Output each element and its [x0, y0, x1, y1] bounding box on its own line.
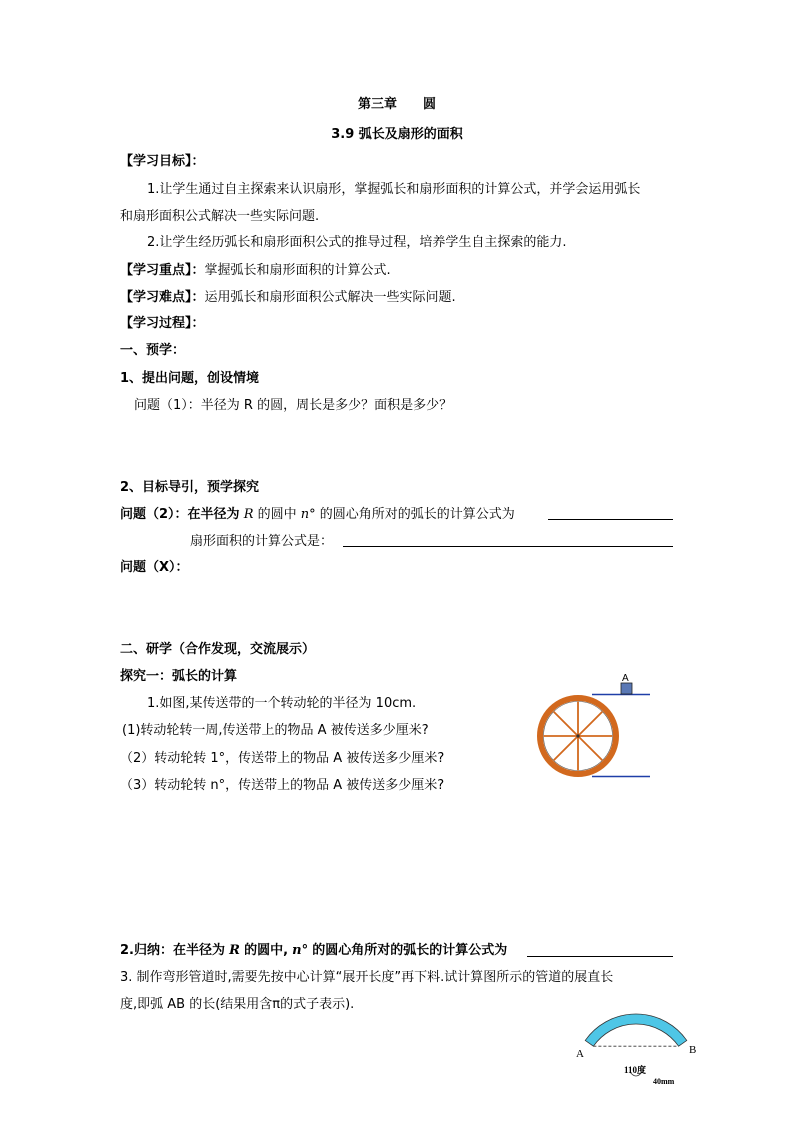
sector-area-question: 扇形面积的计算公式是：	[190, 534, 334, 549]
problem-1: 1.如图,某传送带的一个转动轮的半径为 10cm.	[147, 696, 417, 711]
problem-2-mid: 的圆中,	[244, 943, 289, 958]
objective-2: 2.让学生经历弧长和扇形面积公式的推导过程，培养学生自主探索的能力.	[147, 235, 567, 250]
difficulties-label: 【学习难点】：	[120, 290, 205, 305]
wheel-spoke	[578, 712, 602, 736]
key-points-text: 掌握弧长和扇形面积的计算公式.	[204, 263, 391, 278]
wheel-hub	[576, 734, 579, 737]
sector-area-answer-blank[interactable]	[343, 546, 673, 547]
point-b-label: B	[689, 1044, 697, 1056]
problem-1-part-2: （2）转动轮转 1°，传送带上的物品 A 被传送多少厘米?	[120, 751, 445, 766]
curved-pipe	[585, 1014, 687, 1046]
angle-symbol: n°	[300, 507, 316, 522]
angle-label: 110度	[624, 1065, 647, 1075]
objective-1-line-2: 和扇形面积公式解决一些实际问题.	[120, 209, 320, 224]
problem-2-angle-symbol: n°	[292, 943, 309, 958]
conveyor-wheel-figure	[530, 670, 655, 785]
problem-2-prefix: 2.归纳：在半径为	[120, 943, 225, 958]
wheel-spoke	[554, 736, 578, 760]
wheel-spoke	[554, 712, 578, 736]
wheel	[540, 698, 616, 774]
question-2-mid: 的圆中	[257, 507, 297, 522]
key-points	[120, 262, 391, 280]
process-label: 【学习过程】：	[120, 316, 205, 331]
difficulties	[120, 289, 456, 307]
radius-symbol: R	[243, 507, 254, 522]
question-1: 问题（1）：半径为 R 的圆，周长是多少？面积是多少？	[134, 398, 453, 413]
item-a-label: A	[622, 673, 629, 684]
arc-length-answer-blank[interactable]	[548, 519, 673, 520]
question-2	[120, 506, 515, 524]
pipe-width-label: 40mm	[653, 1077, 675, 1085]
preview-sub-2: 2、目标导引，预学探究	[120, 480, 260, 495]
objectives-label: 【学习目标】：	[120, 154, 205, 169]
section-title: 3.9 弧长及扇形的面积	[331, 127, 463, 142]
research-heading: 二、研学（合作发现，交流展示）	[120, 642, 316, 657]
preview-heading: 一、预学：	[120, 343, 186, 358]
problem-2-radius-symbol: R	[229, 943, 240, 958]
problem-1-part-1: (1)转动轮转一周,传送带上的物品 A 被传送多少厘米?	[122, 723, 429, 738]
problem-1-part-3: （3）转动轮转 n°，传送带上的物品 A 被传送多少厘米?	[120, 778, 445, 793]
problem-2-suffix: 的圆心角所对的弧长的计算公式为	[312, 943, 508, 958]
difficulties-text: 运用弧长和扇形面积公式解决一些实际问题.	[204, 290, 456, 305]
problem-2-answer-blank[interactable]	[527, 956, 673, 957]
wheel-spoke	[578, 736, 602, 760]
chapter-title: 第三章 圆	[357, 97, 436, 112]
key-points-label: 【学习重点】：	[120, 263, 205, 278]
explore-1-title: 探究一：弧长的计算	[120, 669, 238, 684]
question-2-prefix: 问题（2）：在半径为	[120, 507, 240, 522]
problem-3-line-2: 度,即弧 AB 的长(结果用含π的式子表示).	[120, 997, 355, 1012]
objective-1-line-1: 1.让学生通过自主探索来认识扇形，掌握弧长和扇形面积的计算公式，并学会运用弧长	[147, 182, 641, 197]
question-2-suffix: 的圆心角所对的弧长的计算公式为	[319, 507, 515, 522]
problem-3-line-1: 3. 制作弯形管道时,需要先按中心计算“展开长度”再下料.试计算图所示的管道的展直长	[120, 970, 614, 985]
preview-sub-1: 1、提出问题，创设情境	[120, 371, 260, 386]
question-x: 问题（X）：	[120, 560, 189, 575]
item-a-box	[621, 683, 632, 694]
point-a-label: A	[576, 1048, 584, 1060]
problem-2	[120, 942, 507, 960]
pipe-figure	[570, 1005, 705, 1085]
